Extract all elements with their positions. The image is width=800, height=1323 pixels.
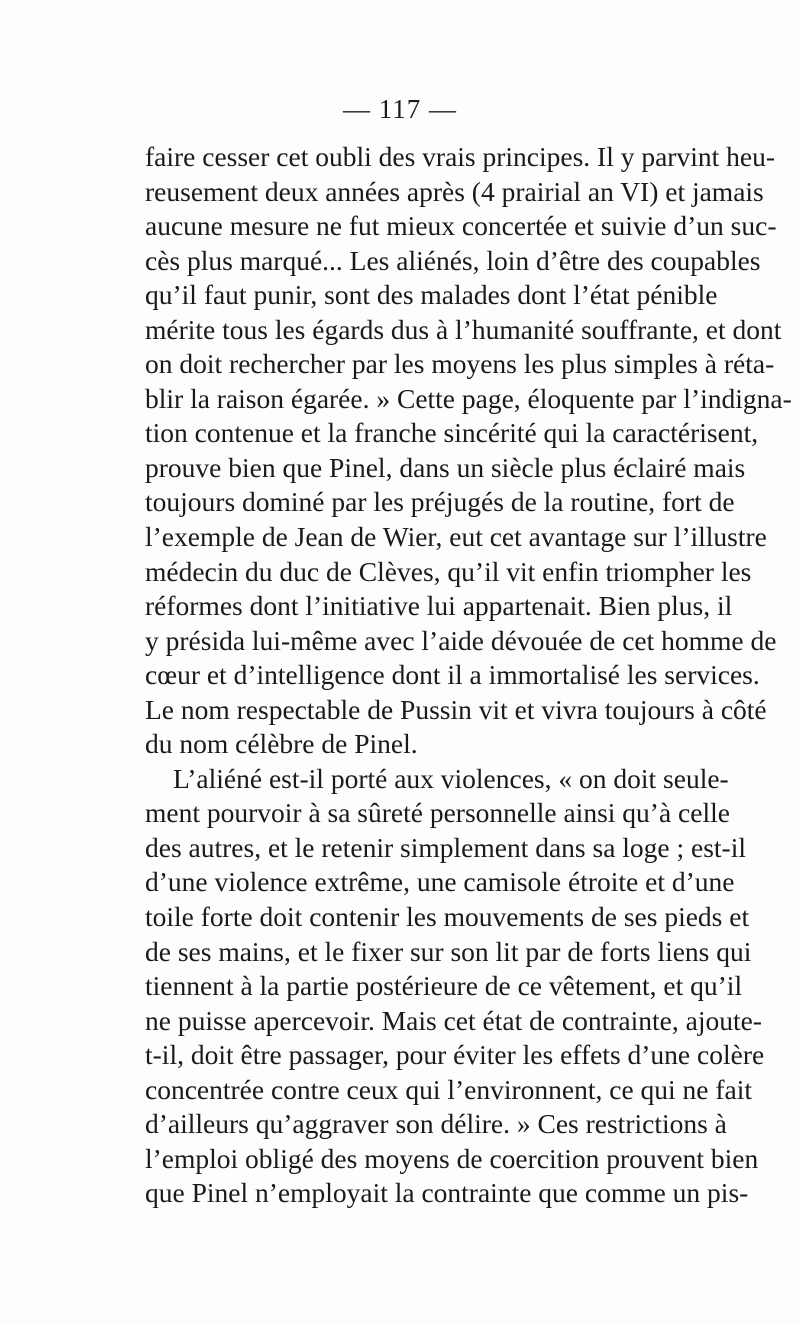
text-line: ne puisse apercevoir. Mais cet état de contrainte, ajoute-	[145, 1004, 762, 1036]
text-line: d’ailleurs qu’aggraver son délire. » Ces restrictions à	[145, 1108, 727, 1140]
text-line: tion contenue et la franche sincérité qui la caractérisent,	[145, 417, 759, 449]
text-line: l’emploi obligé des moyens de coercition prouvent bien	[145, 1142, 759, 1174]
paragraph-end-line: du nom célèbre de Pinel.	[145, 728, 418, 760]
paragraph-start-line: L’aliéné est-il porté aux violences, « on doit seule-	[173, 762, 729, 794]
text-line: ment pourvoir à sa sûreté personnelle ainsi qu’à celle	[145, 797, 730, 829]
text-line: l’exemple de Jean de Wier, eut cet avantage sur l’illustre	[145, 521, 767, 553]
text-line: cès plus marqué... Les aliénés, loin d’être des coupables	[145, 244, 761, 276]
text-line: de ses mains, et le fixer sur son lit par de forts liens qui	[145, 935, 752, 967]
text-line: faire cesser cet oubli des vrais principes. Il y parvint heu-	[145, 141, 775, 172]
text-line: Le nom respectable de Pussin vit et vivra toujours à côté	[145, 693, 767, 725]
text-line: tiennent à la partie postérieure de ce vêtement, et qu’il	[145, 970, 743, 1002]
text-line: y présida lui-même avec l’aide dévouée de cet homme de	[145, 624, 777, 656]
text-line: qu’il faut punir, sont des malades dont l’état pénible	[145, 279, 718, 311]
text-line: reusement deux années après (4 prairial an VI) et jamais	[145, 175, 764, 207]
body-text	[145, 140, 792, 1211]
text-line: d’une violence extrême, une camisole étroite et d’une	[145, 866, 735, 898]
text-line: des autres, et le retenir simplement dans sa loge ; est-il	[145, 831, 746, 863]
page-number: — 117 —	[343, 94, 457, 124]
text-line: on doit rechercher par les moyens les plus simples à réta-	[145, 348, 775, 380]
text-line: réformes dont l’initiative lui appartenait. Bien plus, il	[145, 590, 733, 622]
text-line: blir la raison égarée. » Cette page, éloquente par l’indigna-	[145, 382, 792, 414]
text-line: t-il, doit être passager, pour éviter les effets d’une colère	[145, 1039, 765, 1071]
text-line: médecin du duc de Clèves, qu’il vit enfin triompher les	[145, 555, 752, 587]
text-line: toile forte doit contenir les mouvements de ses pieds et	[145, 901, 750, 933]
text-line: mérite tous les égards dus à l’humanité souffrante, et dont	[145, 313, 782, 345]
text-line: concentrée contre ceux qui l’environnent, ce qui ne fait	[145, 1073, 753, 1105]
text-line: toujours dominé par les préjugés de la routine, fort de	[145, 486, 735, 518]
text-line: prouve bien que Pinel, dans un siècle plus éclairé mais	[145, 451, 746, 483]
text-line: cœur et d’intelligence dont il a immortalisé les services.	[145, 659, 760, 691]
text-line: que Pinel n’employait la contrainte que comme un pis-	[145, 1177, 749, 1209]
text-line: aucune mesure ne fut mieux concertée et suivie d’un suc-	[145, 210, 777, 242]
